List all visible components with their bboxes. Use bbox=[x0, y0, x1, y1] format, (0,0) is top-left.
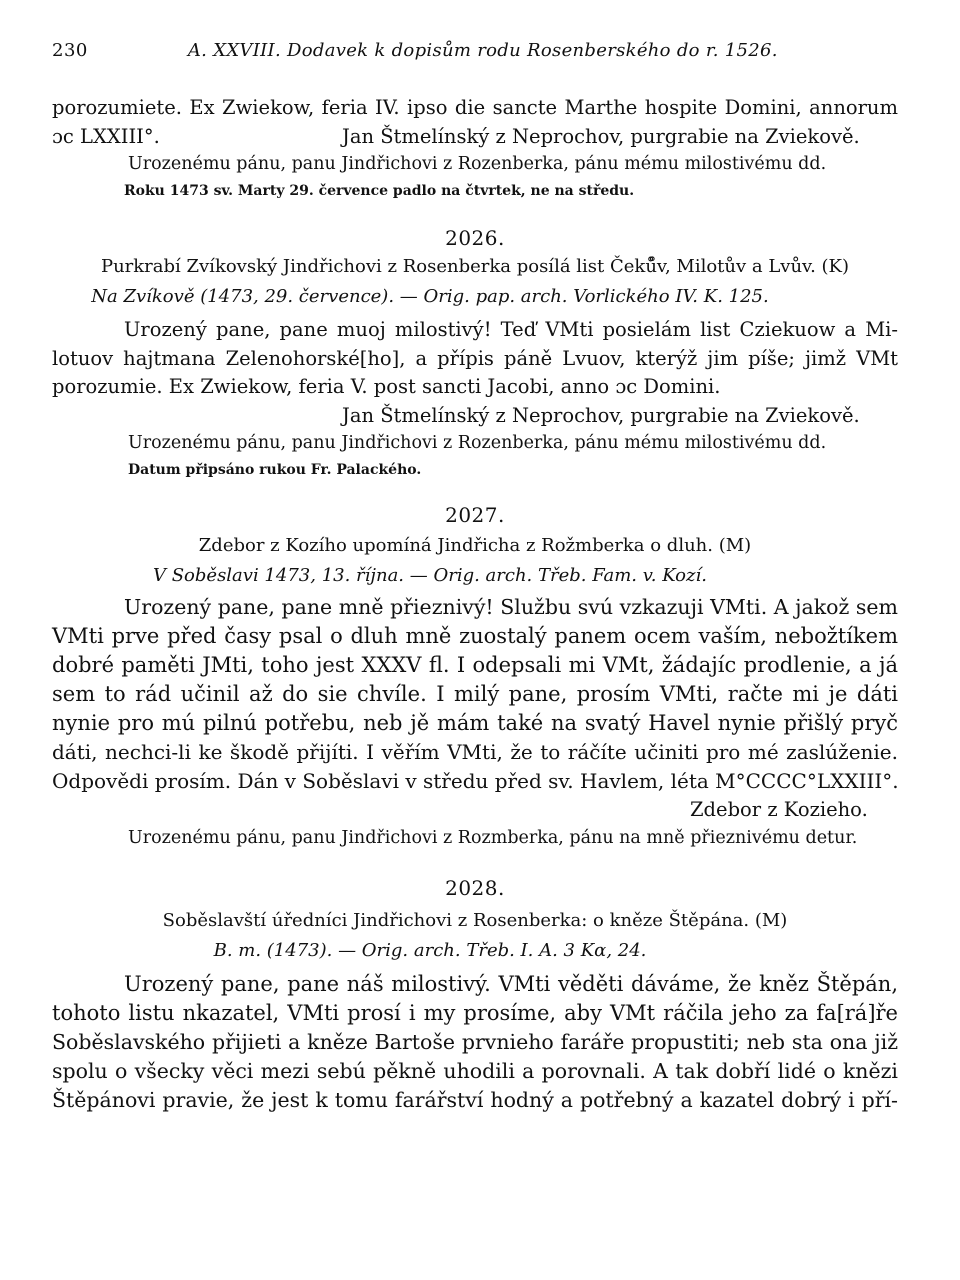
letter-number: 2028. bbox=[445, 875, 505, 900]
letter-2027 bbox=[52, 503, 898, 852]
letter-title: Zdebor z Kozího upomíná Jindřicha z Rožmberka o dluh. (M) bbox=[198, 535, 752, 556]
closing-line bbox=[52, 123, 898, 152]
letter-source: Na Zvíkově (1473, 29. července). — Orig. pap. arch. Vorlického IV. K. 125. bbox=[91, 286, 769, 307]
editor-note: Datum připsáno rukou Fr. Palackého. bbox=[128, 462, 422, 478]
text-line: sem to rád učinil až do sie chvíle. I milý pane, prosím VMti, račte mi je dáti bbox=[52, 682, 898, 706]
text-line: Urozený pane, pane mně přieznivý! Službu svú vzkazuji VMti. A jakož sem bbox=[124, 595, 898, 619]
page bbox=[52, 40, 898, 1115]
signature: Jan Štmelínský z Neprochov, purgrabie na Zviekově. bbox=[342, 124, 860, 148]
text-line: porozumie. Ex Zwiekow, feria V. post sancti Jacobi, anno ɔc Domini. bbox=[52, 375, 721, 398]
signature: Zdebor z Kozieho. bbox=[690, 798, 868, 821]
letter-title: Purkrabí Zvíkovský Jindřichovi z Rosenberka posílá list Čeků̊v, Milotův a Lvův. (K) bbox=[100, 256, 850, 277]
running-title: A. XXVIII. Dodavek k dopisům rodu Rosenberského do r. 1526. bbox=[187, 40, 778, 61]
letter-title: Soběslavští úředníci Jindřichovi z Rosenberka: o kněze Štěpána. (M) bbox=[162, 909, 788, 931]
text-line: tohoto listu nkazatel, VMti prosí i my prosíme, aby VMt ráčila jeho za fa[rá]ře bbox=[52, 1000, 898, 1025]
letter-source: B. m. (1473). — Orig. arch. Třeb. I. A. 3 Kα, 24. bbox=[213, 939, 647, 961]
address: Urozenému pánu, panu Jindřichovi z Rozenberka, pánu mému milostivému dd. bbox=[128, 433, 827, 453]
previous-letter-end bbox=[52, 94, 898, 204]
text-line: dobré paměti JMti, toho jest XXXV fl. I odepsali mi VMt, žádajíc prodlenie, a já bbox=[52, 653, 898, 677]
text-line: nynie pro mú pilnú potřebu, neb jě mám také na svatý Havel nynie přišlý pryč bbox=[52, 711, 898, 735]
letter-2026 bbox=[52, 226, 898, 483]
text-line: spolu o všecky věci mezi sebú pěkně uhodili a porovnali. A tak dobří lidé o knězi bbox=[52, 1058, 898, 1083]
letter-source: V Soběslavi 1473, 13. října. — Orig. arch. Třeb. Fam. v. Kozí. bbox=[153, 565, 707, 586]
text-line: Urozený pane, pane náš milostivý. VMti věděti dáváme, že kněz Štěpán, bbox=[124, 971, 898, 996]
text-line: ɔc LXXIII°. bbox=[52, 124, 160, 148]
text-line: dáti, nechci-li ke škodě přijíti. I věřím VMti, že to ráčíte učiniti pro mé zaslúženie. bbox=[52, 740, 898, 764]
address: Urozenému pánu, panu Jindřichovi z Rozmberka, pánu na mně přieznivému detur. bbox=[128, 827, 858, 848]
text-line: lotuov hajtmana Zelenohorské[ho], a přípis páně Lvuov, kterýž jim píše; jimž VMt bbox=[52, 346, 898, 370]
letter-number: 2027. bbox=[445, 503, 505, 527]
letter-number: 2026. bbox=[445, 226, 505, 250]
page-number: 230 bbox=[52, 40, 88, 61]
text-line: VMti prve před časy psal o dluh mně zuostalý panem ocem vaším, nebožtíkem bbox=[52, 624, 898, 648]
page-header bbox=[52, 40, 898, 80]
text-line: porozumiete. Ex Zwiekow, feria IV. ipso die sancte Marthe hospite Domini, annorum bbox=[52, 96, 898, 119]
address: Urozenému pánu, panu Jindřichovi z Rozenberka, pánu mému milostivému dd. bbox=[128, 154, 827, 174]
editor-note: Roku 1473 sv. Marty 29. července padlo na čtvrtek, ne na středu. bbox=[124, 183, 635, 199]
text-line: Štěpánovi pravie, že jest k tomu farářství hodný a potřebný a kazatel dobrý i pří- bbox=[52, 1087, 898, 1112]
text-line: Soběslavského přijieti a kněze Bartoše prvnieho faráře propustiti; neb sta ona již bbox=[52, 1029, 898, 1054]
text-line: Odpovědi prosím. Dán v Soběslavi v středu před sv. Havlem, léta M°CCCC°LXXIII°. bbox=[52, 769, 899, 793]
text-line: Urozený pane, pane muoj milostivý! Teď VMti posielám list Cziekuow a Mi- bbox=[124, 318, 898, 341]
signature: Jan Štmelínský z Neprochov, purgrabie na Zviekově. bbox=[342, 403, 860, 427]
letter-2028 bbox=[52, 876, 898, 1115]
